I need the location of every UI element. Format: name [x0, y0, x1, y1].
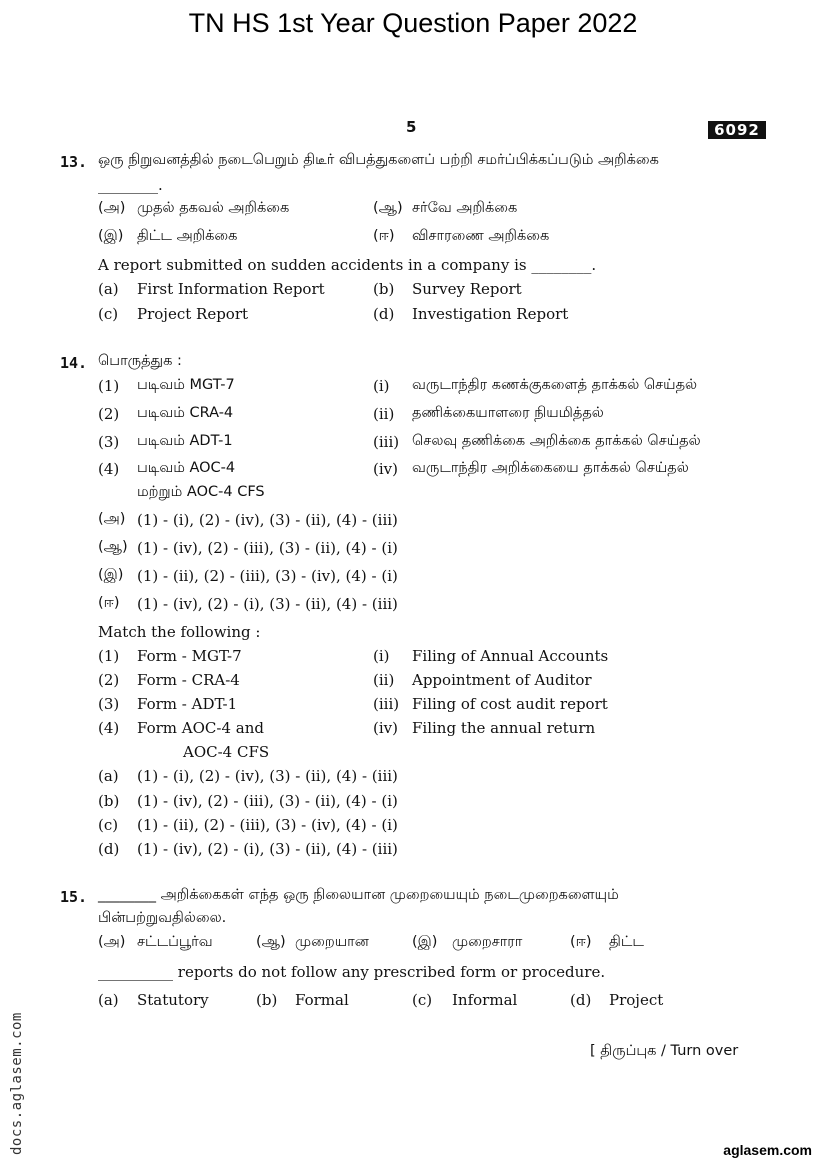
option-text: திட்ட: [609, 934, 644, 950]
option-label: (a): [98, 280, 119, 298]
option-label: (அ): [98, 200, 126, 216]
question-text-tamil: ஒரு நிறுவனத்தில் நடைபெறும் திடீர் விபத்துகளைப் பற்றி சமர்ப்பிக்கப்படும் அறிக்கை: [98, 152, 659, 168]
match-left-label: (3): [98, 695, 120, 713]
match-right-text: செலவு தணிக்கை அறிக்கை தாக்கல் செய்தல்: [412, 433, 701, 449]
match-right-label: (i): [373, 647, 390, 665]
match-right-label: (iv): [373, 719, 398, 737]
match-left-label: (2): [98, 671, 120, 689]
option-text: (1) - (iv), (2) - (i), (3) - (ii), (4) - (iii): [137, 595, 398, 613]
option-text: (1) - (i), (2) - (iv), (3) - (ii), (4) - (iii): [137, 511, 398, 529]
match-left-label: (1): [98, 647, 120, 665]
option-label: (ஆ): [373, 200, 403, 216]
option-text: Project: [609, 991, 664, 1009]
question-text-english: A report submitted on sudden accidents in a company is ________.: [98, 256, 597, 274]
option-label: (d): [373, 305, 395, 323]
match-left-text-continued: மற்றும் AOC-4 CFS: [137, 484, 265, 500]
option-text: முறைசாரா: [452, 934, 523, 950]
option-label: (ஈ): [373, 228, 395, 244]
option-label: (a): [98, 767, 119, 785]
match-right-label: (i): [373, 377, 390, 395]
option-text: Statutory: [137, 991, 209, 1009]
option-label: (d): [98, 840, 120, 858]
option-text: First Information Report: [137, 280, 325, 298]
option-label: (b): [98, 792, 120, 810]
option-label: (ஆ): [98, 539, 128, 555]
option-text: (1) - (iv), (2) - (iii), (3) - (ii), (4) - (i): [137, 792, 398, 810]
match-left-text: Form - MGT-7: [137, 647, 242, 665]
question-number: 13.: [60, 153, 88, 171]
question-text-tamil-cont: பின்பற்றுவதில்லை.: [98, 910, 227, 926]
question-heading-english: Match the following :: [98, 623, 261, 641]
match-left-text: Form - CRA-4: [137, 671, 240, 689]
question-text-english: __________ reports do not follow any prescribed form or procedure.: [98, 963, 606, 981]
match-left-label: (4): [98, 460, 120, 478]
match-left-label: (1): [98, 377, 120, 395]
match-left-text: படிவம் AOC-4: [137, 460, 236, 476]
match-left-text: Form AOC-4 and: [137, 719, 264, 737]
match-right-text: Appointment of Auditor: [412, 671, 592, 689]
option-label: (இ): [412, 934, 438, 950]
brand-text: aglasem.com: [723, 1142, 812, 1158]
question-text-tamil: ________ அறிக்கைகள் எந்த ஒரு நிலையான முறையையும் நடைமுறைகளையும்: [98, 887, 619, 903]
option-text: (1) - (iv), (2) - (i), (3) - (ii), (4) - (iii): [137, 840, 398, 858]
option-label: (d): [570, 991, 592, 1009]
option-label: (ஈ): [98, 595, 120, 611]
option-text: Project Report: [137, 305, 249, 323]
option-text: Investigation Report: [412, 305, 569, 323]
option-text: Informal: [452, 991, 518, 1009]
match-left-text: படிவம் CRA-4: [137, 405, 234, 421]
question-heading-tamil: பொருத்துக :: [98, 353, 182, 369]
option-text: (1) - (iv), (2) - (iii), (3) - (ii), (4) - (i): [137, 539, 398, 557]
match-right-label: (iv): [373, 460, 398, 478]
option-label: (c): [98, 816, 119, 834]
option-label: (c): [412, 991, 433, 1009]
option-label: (அ): [98, 934, 126, 950]
option-text: சர்வே அறிக்கை: [412, 200, 518, 216]
match-left-label: (2): [98, 405, 120, 423]
page-number: 5: [406, 118, 417, 136]
match-left-label: (3): [98, 433, 120, 451]
match-left-text: படிவம் MGT-7: [137, 377, 235, 393]
page-title: TN HS 1st Year Question Paper 2022: [188, 8, 638, 38]
option-text: முதல் தகவல் அறிக்கை: [137, 200, 290, 216]
turn-over-note: [ திருப்புக / Turn over: [590, 1043, 739, 1059]
match-right-label: (iii): [373, 695, 400, 713]
option-label: (ஆ): [256, 934, 286, 950]
match-left-label: (4): [98, 719, 120, 737]
option-text: விசாரணை அறிக்கை: [412, 228, 550, 244]
option-label: (இ): [98, 567, 124, 583]
option-text: (1) - (i), (2) - (iv), (3) - (ii), (4) - (iii): [137, 767, 398, 785]
match-right-text: வருடாந்திர கணக்குகளைத் தாக்கல் செய்தல்: [412, 377, 698, 393]
question-number: 14.: [60, 354, 88, 372]
option-label: (a): [98, 991, 119, 1009]
match-left-text: படிவம் ADT-1: [137, 433, 233, 449]
option-text: சட்டப்பூர்வ: [137, 934, 213, 950]
option-label: (அ): [98, 511, 126, 527]
question-number: 15.: [60, 888, 88, 906]
watermark-text: docs.aglasem.com: [9, 1012, 25, 1155]
option-text: (1) - (ii), (2) - (iii), (3) - (iv), (4) - (i): [137, 567, 398, 585]
paper-code-badge: 6092: [708, 121, 766, 139]
option-text: Survey Report: [412, 280, 522, 298]
match-right-text: Filing the annual return: [412, 719, 596, 737]
option-text: முறையான: [295, 934, 369, 950]
match-left-text: Form - ADT-1: [137, 695, 238, 713]
option-label: (ஈ): [570, 934, 592, 950]
match-right-text: Filing of cost audit report: [412, 695, 608, 713]
match-left-text-continued: AOC-4 CFS: [183, 743, 270, 761]
option-label: (b): [256, 991, 278, 1009]
option-label: (c): [98, 305, 119, 323]
match-right-text: வருடாந்திர அறிக்கையை தாக்கல் செய்தல்: [412, 460, 689, 476]
option-label: (b): [373, 280, 395, 298]
match-right-label: (ii): [373, 405, 395, 423]
match-right-label: (ii): [373, 671, 395, 689]
match-right-text: தணிக்கையாளரை நியமித்தல்: [412, 405, 604, 421]
match-right-label: (iii): [373, 433, 400, 451]
option-text: திட்ட அறிக்கை: [137, 228, 238, 244]
question-blank: ________.: [98, 176, 163, 194]
option-label: (இ): [98, 228, 124, 244]
option-text: Formal: [295, 991, 349, 1009]
option-text: (1) - (ii), (2) - (iii), (3) - (iv), (4) - (i): [137, 816, 398, 834]
match-right-text: Filing of Annual Accounts: [412, 647, 609, 665]
